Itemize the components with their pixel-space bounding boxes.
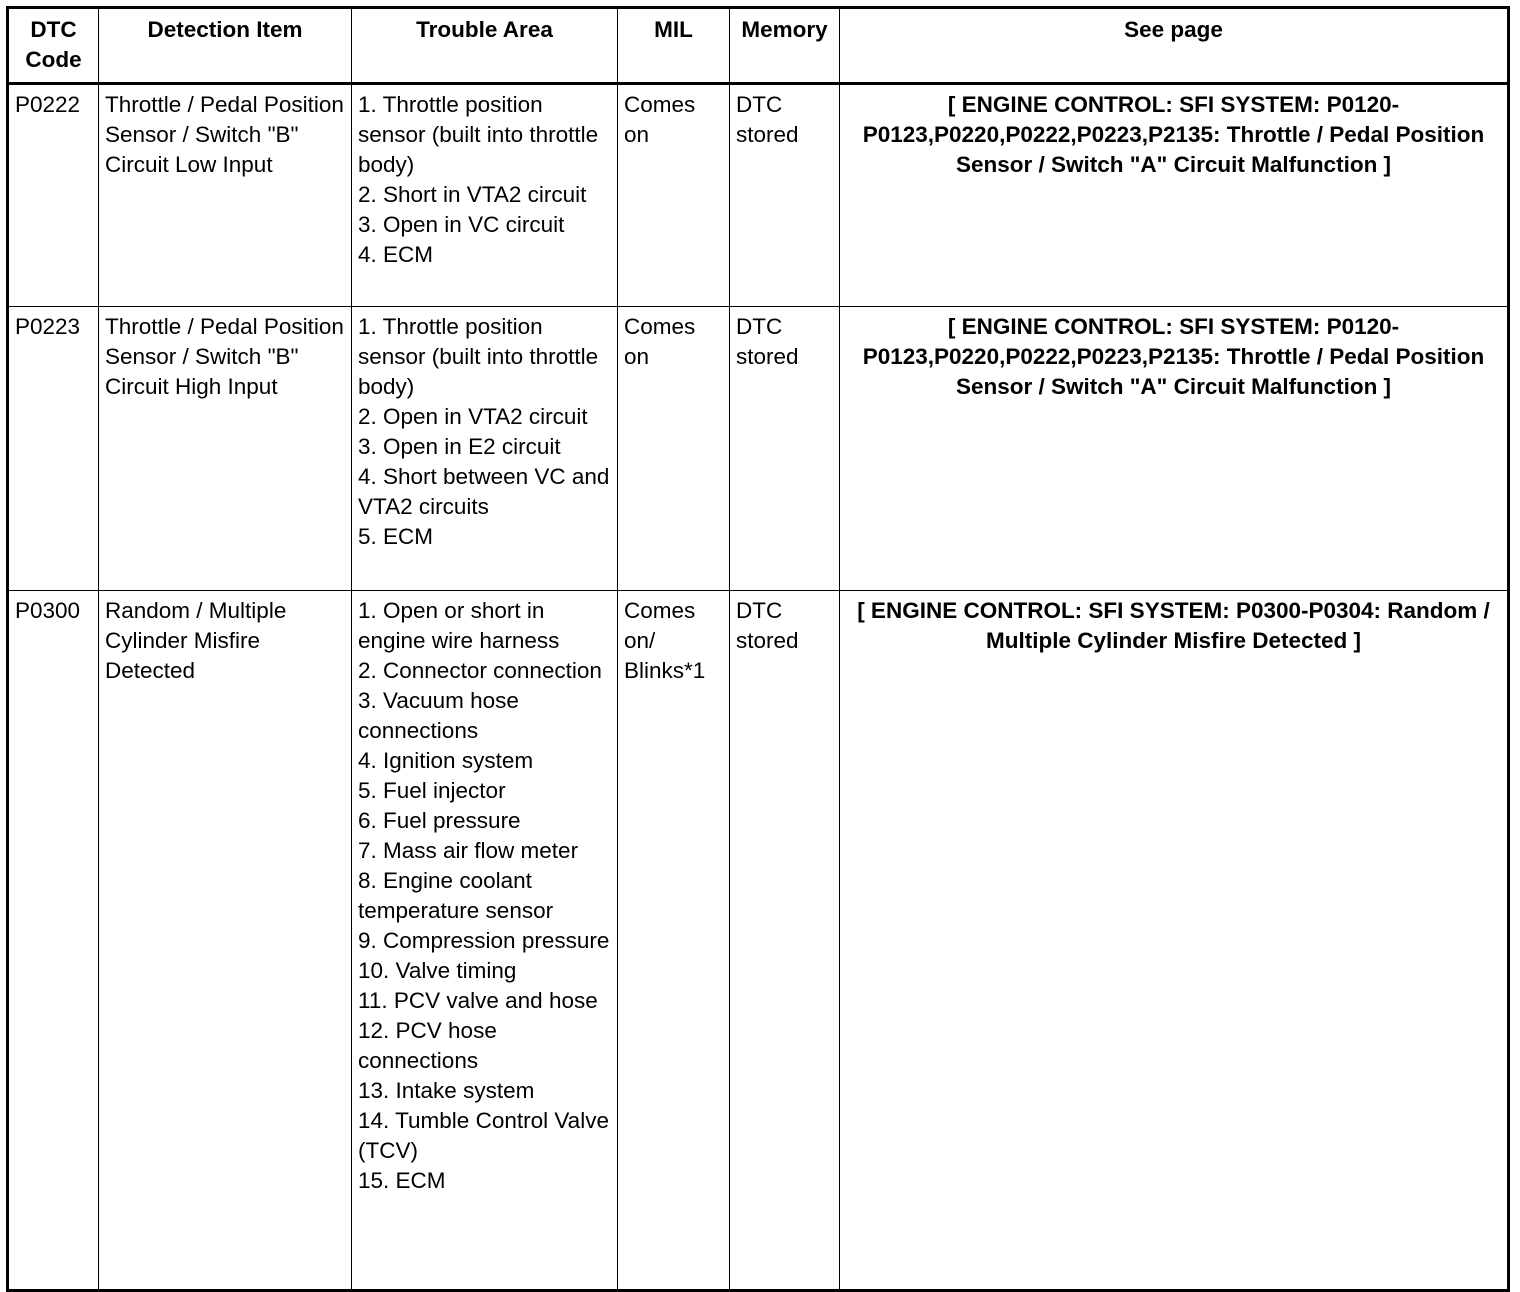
detection-item-cell: Random / Multiple Cylinder Misfire Detected xyxy=(99,591,352,1291)
trouble-area-item: 2. Connector connection xyxy=(358,658,602,683)
see-page-link[interactable]: [ ENGINE CONTROL: SFI SYSTEM: P0120-P0123,P0220,P0222,P0223,P2135: Throttle / Pedal Position Sensor / Switch "A" Circuit Malfunction ] xyxy=(840,84,1509,307)
trouble-area-item: 4. Ignition system xyxy=(358,748,534,773)
trouble-area-cell xyxy=(352,307,618,591)
memory-cell: DTC stored xyxy=(730,84,840,307)
table-row xyxy=(8,307,1509,591)
trouble-area-item: 13. Intake system xyxy=(358,1078,535,1103)
mil-cell: Comes on/ Blinks*1 xyxy=(618,591,730,1291)
header-detection-item: Detection Item xyxy=(99,8,352,84)
trouble-area-item: 2. Open in VTA2 circuit xyxy=(358,404,588,429)
dtc-code-cell: P0223 xyxy=(8,307,99,591)
trouble-area-cell xyxy=(352,84,618,307)
see-page-link[interactable]: [ ENGINE CONTROL: SFI SYSTEM: P0120-P0123,P0220,P0222,P0223,P2135: Throttle / Pedal Position Sensor / Switch "A" Circuit Malfunction ] xyxy=(840,307,1509,591)
trouble-area-item: 2. Short in VTA2 circuit xyxy=(358,182,587,207)
table-row xyxy=(8,84,1509,307)
trouble-area-item: 6. Fuel pressure xyxy=(358,808,521,833)
table-row xyxy=(8,591,1509,1291)
header-trouble-area: Trouble Area xyxy=(352,8,618,84)
trouble-area-item: 12. PCV hose connections xyxy=(358,1018,497,1073)
detection-item-cell: Throttle / Pedal Position Sensor / Switch "B" Circuit Low Input xyxy=(99,84,352,307)
memory-cell: DTC stored xyxy=(730,307,840,591)
trouble-area-item: 1. Throttle position sensor (built into throttle body) xyxy=(358,92,599,177)
trouble-area-item: 4. ECM xyxy=(358,242,434,267)
header-dtc-code xyxy=(8,8,99,84)
trouble-area-item: 14. Tumble Control Valve (TCV) xyxy=(358,1108,609,1163)
header-memory: Memory xyxy=(730,8,840,84)
trouble-area-item: 3. Vacuum hose connections xyxy=(358,688,519,743)
see-page-link[interactable]: [ ENGINE CONTROL: SFI SYSTEM: P0300-P0304: Random / Multiple Cylinder Misfire Detected ] xyxy=(840,591,1509,1291)
trouble-area-item: 4. Short between VC and VTA2 circuits xyxy=(358,464,610,519)
mil-cell: Comes on xyxy=(618,84,730,307)
table-header-row xyxy=(8,8,1509,84)
dtc-table xyxy=(6,6,1510,1292)
dtc-code-cell: P0222 xyxy=(8,84,99,307)
mil-cell: Comes on xyxy=(618,307,730,591)
trouble-area-item: 5. ECM xyxy=(358,524,434,549)
trouble-area-item: 15. ECM xyxy=(358,1168,446,1193)
trouble-area-item: 11. PCV valve and hose xyxy=(358,988,598,1013)
trouble-area-item: 5. Fuel injector xyxy=(358,778,506,803)
header-dtc-code-line-2: Code xyxy=(25,47,82,72)
trouble-area-cell xyxy=(352,591,618,1291)
trouble-area-item: 1. Throttle position sensor (built into throttle body) xyxy=(358,314,599,399)
trouble-area-item: 9. Compression pressure xyxy=(358,928,610,953)
header-dtc-code-line-1: DTC xyxy=(30,17,77,42)
dtc-code-cell: P0300 xyxy=(8,591,99,1291)
header-mil: MIL xyxy=(618,8,730,84)
detection-item-cell: Throttle / Pedal Position Sensor / Switch "B" Circuit High Input xyxy=(99,307,352,591)
trouble-area-item: 1. Open or short in engine wire harness xyxy=(358,598,560,653)
trouble-area-item: 10. Valve timing xyxy=(358,958,517,983)
header-see-page: See page xyxy=(840,8,1509,84)
memory-cell: DTC stored xyxy=(730,591,840,1291)
trouble-area-item: 3. Open in E2 circuit xyxy=(358,434,561,459)
trouble-area-item: 7. Mass air flow meter xyxy=(358,838,579,863)
trouble-area-item: 8. Engine coolant temperature sensor xyxy=(358,868,554,923)
trouble-area-item: 3. Open in VC circuit xyxy=(358,212,565,237)
